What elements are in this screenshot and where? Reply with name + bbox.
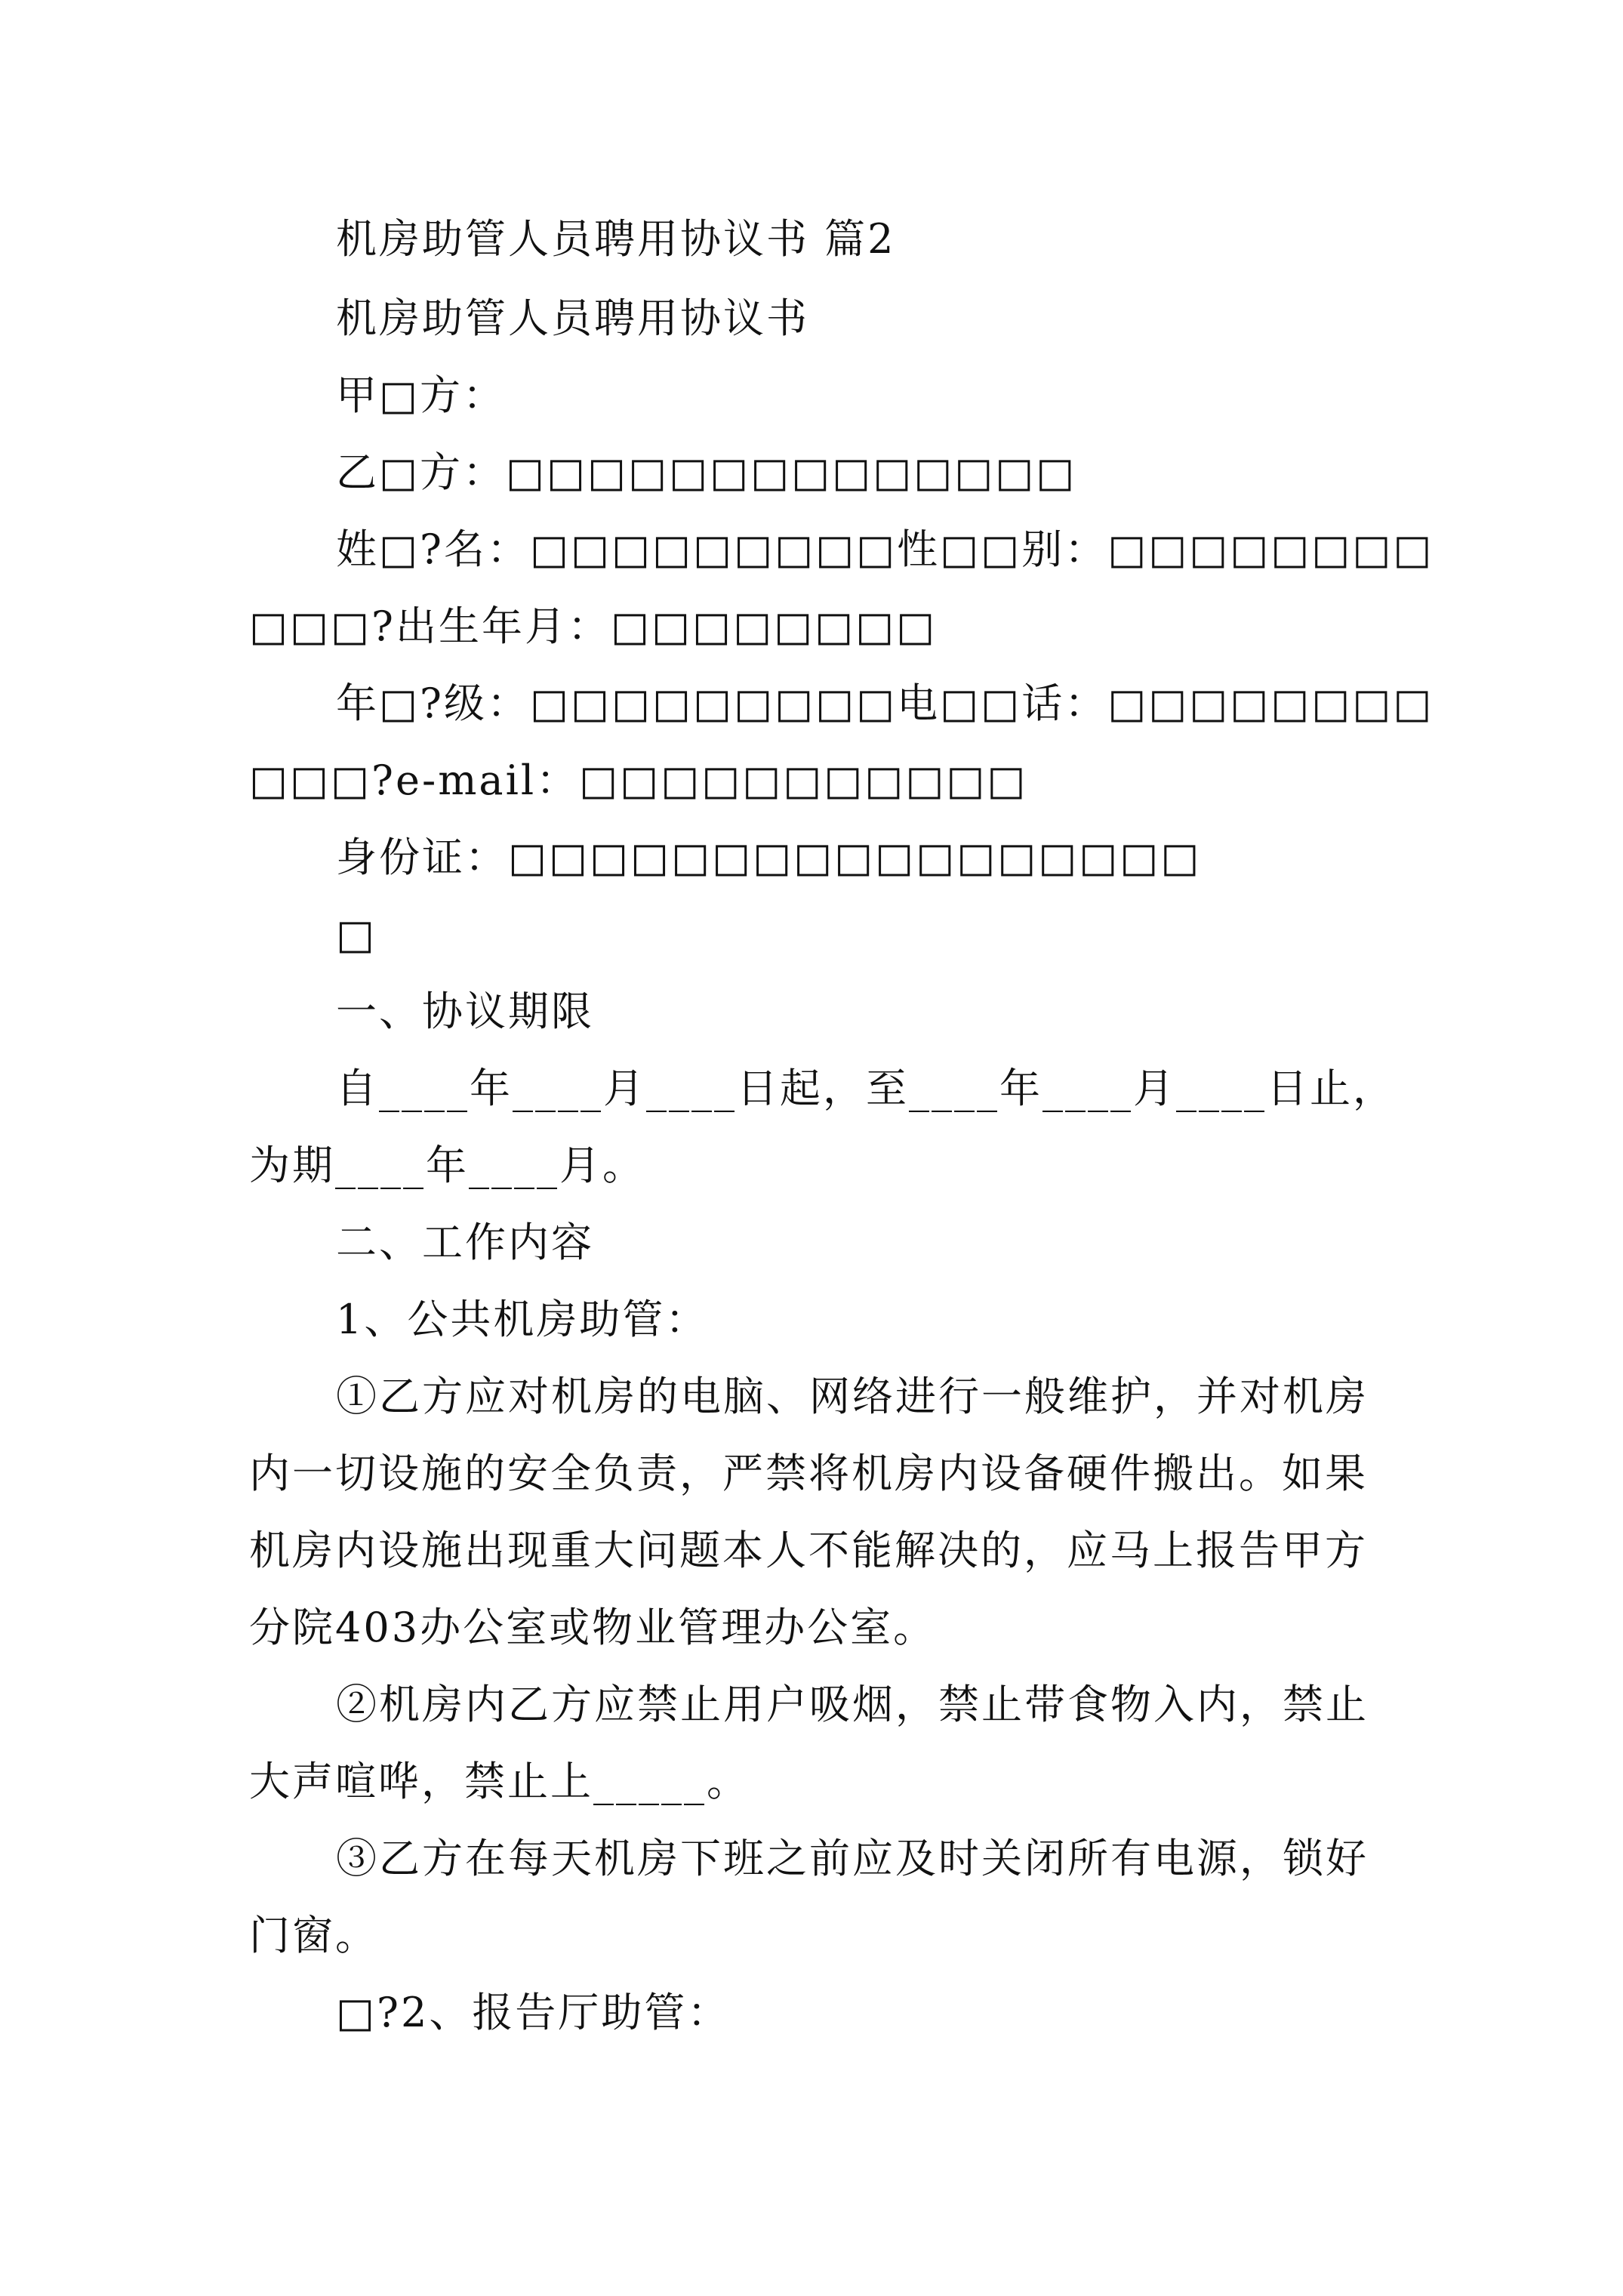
- period-line: 自____年____月____日起，至____年____月____日止，: [336, 1065, 1396, 1112]
- id-card-line: 身份证：□□□□□□□□□□□□□□□□□: [336, 834, 1202, 881]
- blank-box-line: □: [336, 911, 377, 958]
- paragraph-line: 大声喧哗，禁止上_____。: [249, 1758, 750, 1805]
- heading-with-number: 机房助管人员聘用协议书 篇2: [336, 215, 896, 263]
- paragraph-line: 机房内设施出现重大问题本人不能解决的，应马上报告甲方: [249, 1527, 1368, 1574]
- paragraph-line: ③乙方在每天机房下班之前应及时关闭所有电源，锁好: [336, 1835, 1369, 1882]
- section-heading: 二、工作内容: [336, 1219, 594, 1266]
- section-heading: 一、协议期限: [336, 988, 594, 1035]
- period-line: 为期____年____月。: [249, 1142, 645, 1189]
- paragraph-line: 门窗。: [249, 1912, 378, 1959]
- name-gender-line: 姓□?名：□□□□□□□□□性□□别：□□□□□□□□: [336, 525, 1434, 573]
- paragraph-line: ①乙方应对机房的电脑、网络进行一般维护，并对机房: [336, 1373, 1369, 1420]
- item-heading: 1、公共机房助管：: [336, 1296, 709, 1343]
- item-heading: □?2、报告厅助管：: [336, 1989, 731, 2036]
- paragraph-line: 内一切设施的安全负责，严禁将机房内设备硬件搬出。如果: [249, 1450, 1368, 1497]
- grade-phone-line: 年□?级：□□□□□□□□□电□□话：□□□□□□□□: [336, 680, 1434, 727]
- party-a-line: 甲□方：: [336, 371, 507, 419]
- paragraph-line: ②机房内乙方应禁止用户吸烟，禁止带食物入内，禁止: [336, 1681, 1369, 1728]
- document-title: 机房助管人员聘用协议书: [336, 294, 809, 342]
- paragraph-line: 分院403办公室或物业管理办公室。: [249, 1604, 937, 1651]
- party-b-line: 乙□方：□□□□□□□□□□□□□□: [336, 448, 1077, 496]
- birth-line: □□□?出生年月：□□□□□□□□: [249, 603, 938, 650]
- email-line: □□□?e-mail：□□□□□□□□□□□: [249, 757, 1028, 804]
